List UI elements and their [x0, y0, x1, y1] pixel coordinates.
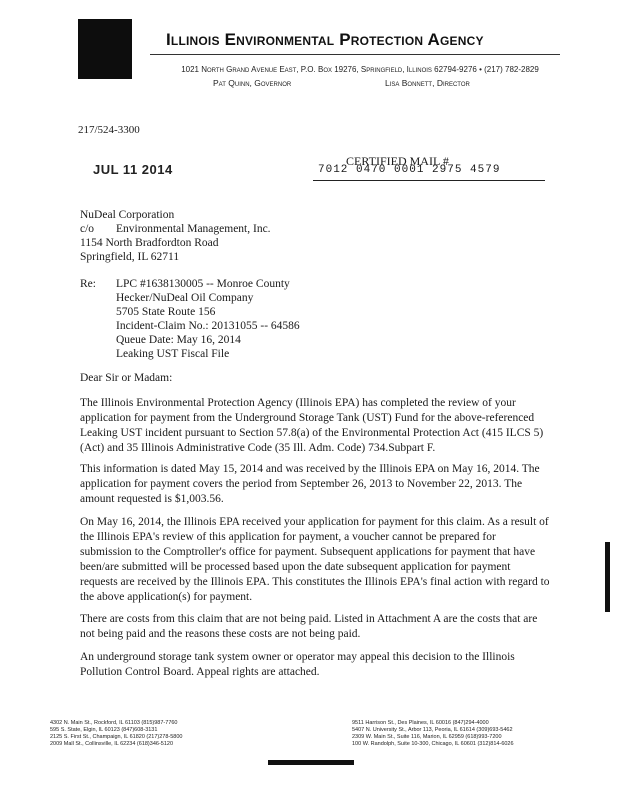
recipient-line-2: Environmental Management, Inc. — [116, 223, 271, 235]
footer-office: 5407 N. University St., Arbor 113, Peoria, IL 61614 (309)693-5462 — [352, 727, 513, 733]
re-line: Queue Date: May 16, 2014 — [116, 334, 241, 346]
certified-mail-number: 7012 0470 0001 2975 4579 — [318, 164, 501, 176]
scan-mark-bottom — [268, 760, 354, 765]
recipient-line-4: Springfield, IL 62711 — [80, 251, 180, 263]
re-label: Re: — [80, 278, 96, 290]
re-line: Leaking UST Fiscal File — [116, 348, 230, 360]
re-line: LPC #1638130005 -- Monroe County — [116, 278, 290, 290]
footer-office: 2309 W. Main St., Suite 116, Marion, IL 62959 (618)993-7200 — [352, 734, 502, 740]
footer-offices-right — [352, 720, 514, 748]
director-name: Lisa Bonnett, Director — [385, 78, 470, 88]
recipient-line-3: 1154 North Bradfordton Road — [80, 237, 219, 249]
re-line: Incident-Claim No.: 20131055 -- 64586 — [116, 320, 300, 332]
footer-offices-left — [50, 720, 183, 748]
certified-rule — [313, 180, 545, 181]
recipient-line-1: NuDeal Corporation — [80, 209, 175, 221]
certified-mail-label: CERTIFIED MAIL # — [346, 154, 449, 168]
footer-office: 595 S. State, Elgin, IL 60123 (847)608-3131 — [50, 727, 158, 733]
paragraph-review: The Illinois Environmental Protection Agency (Illinois EPA) has completed the review of your application for payment from the Underground Storage Tank (UST) Fund for the above-referenced Leaking UST incident pursuant to Section 57.8(a) of the Environmental Protection Act (415 ILCS 5) (Act) and 35 Illinois Administrative Code (35 Ill. Adm. Code) 734.Subpart F. — [80, 397, 544, 454]
agency-name: Illinois Environmental Protection Agency — [166, 30, 484, 49]
salutation: Dear Sir or Madam: — [80, 372, 173, 384]
footer-office: 100 W. Randolph, Suite 10-300, Chicago, IL 60601 (312)814-6026 — [352, 741, 514, 747]
footer-office: 2125 S. First St., Champaign, IL 61820 (217)278-5800 — [50, 734, 183, 740]
paragraph-dates: This information is dated May 15, 2014 and was received by the Illinois EPA on May 16, 2014. The application for payment covers the period from September 26, 2013 to November 22, 2013. The amount requested is $1,003.56. — [80, 463, 540, 505]
paragraph-appeal: An underground storage tank system owner or operator may appeal this decision to the Illinois Pollution Control Board. Appeal rights are attached. — [80, 651, 515, 678]
footer-office: 4302 N. Main St., Rockford, IL 61103 (815)987-7760 — [50, 720, 178, 726]
paragraph-costs: There are costs from this claim that are not being paid. Listed in Attachment A are the costs that are not being paid and the reasons these costs are not being paid. — [80, 613, 538, 640]
paragraph-voucher: On May 16, 2014, the Illinois EPA received your application for payment for this claim. As a result of the Illinois EPA's review of this application for payment, a voucher cannot be prepared for submission to the Comptroller's office for payment. Subsequent applications for payment that have been/are submitted will be processed based upon the date subsequent application for payment requests are received by the Illinois EPA. This constitutes the Illinois EPA's final action with regard to the above application(s) for payment. — [80, 516, 550, 603]
footer-office: 2009 Mall St., Collinsville, IL 62234 (618)346-5120 — [50, 741, 174, 747]
agency-address: 1021 North Grand Avenue East, P.O. Box 19276, Springfield, Illinois 62794-9276 • (217) 782-2829 — [181, 65, 539, 74]
agency-logo-block — [78, 19, 132, 79]
letterhead-rule — [150, 54, 560, 55]
footer-office: 9511 Harrison St., Des Plaines, IL 60016 (847)294-4000 — [352, 720, 489, 726]
re-line: Hecker/NuDeal Oil Company — [116, 292, 254, 304]
re-line: 5705 State Route 156 — [116, 306, 216, 318]
re-block — [116, 277, 300, 361]
recipient-care-of: c/o — [80, 223, 95, 235]
governor-name: Pat Quinn, Governor — [213, 78, 292, 88]
scan-mark-side — [605, 542, 610, 612]
date-stamp: JUL 11 2014 — [93, 162, 173, 177]
phone-number: 217/524-3300 — [78, 124, 140, 136]
